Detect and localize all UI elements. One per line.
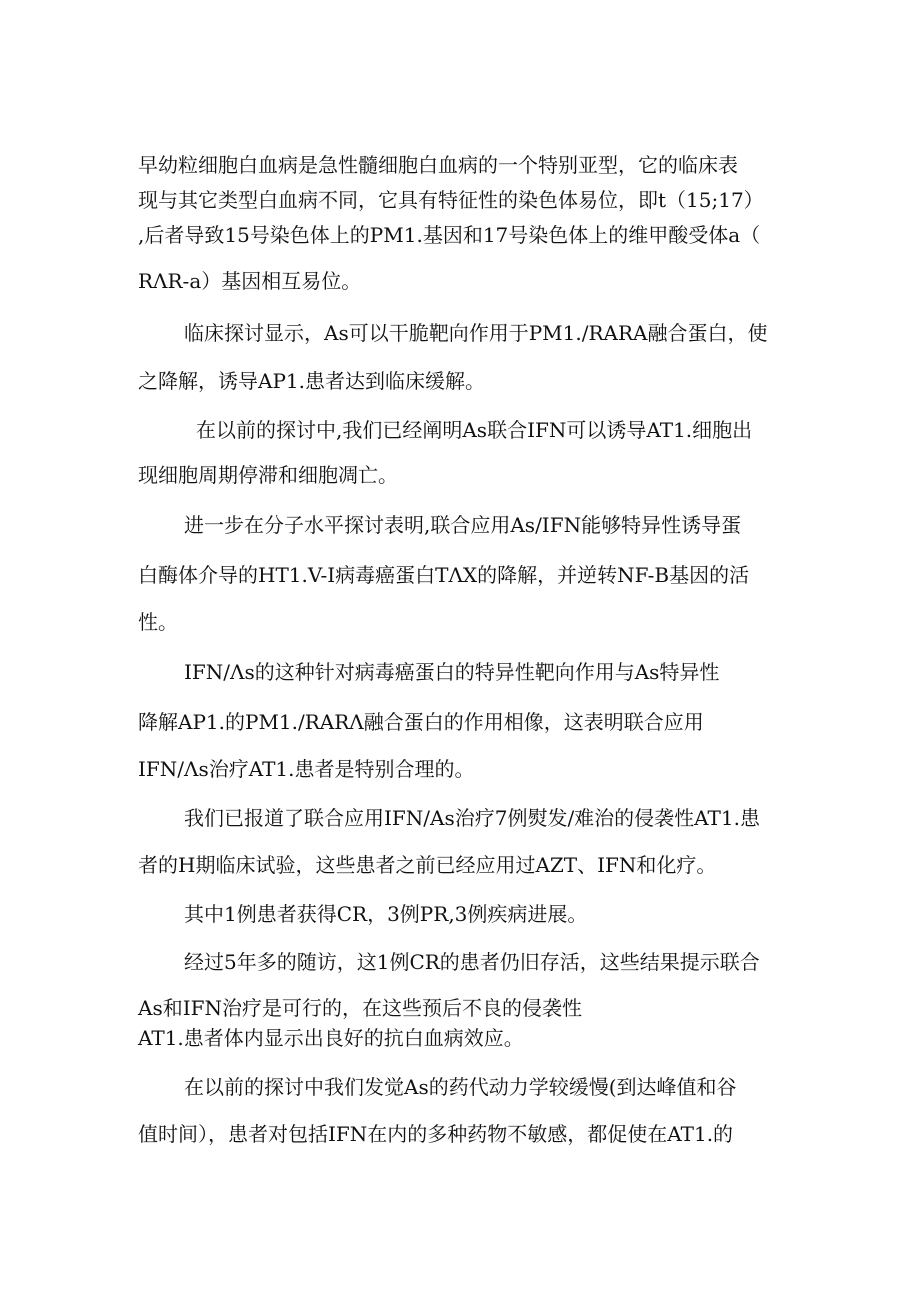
paragraph-4-line-2: 白酶体介导的HT1.V-I病毒癌蛋白TΛX的降解，并逆转NF-B基因的活 — [138, 563, 750, 587]
paragraph-6-line-2: 者的H期临床试验，这些患者之前已经应用过AZT、IFN和化疗。 — [138, 853, 717, 877]
paragraph-9-line-2: 值时间），患者对包括IFN在内的多种药物不敏感，都促使在AT1.的 — [138, 1122, 734, 1146]
paragraph-9-line-1: 在以前的探讨中我们发觉As的药代动力学较缓慢(到达峰值和谷 — [184, 1075, 737, 1099]
paragraph-1-line-1: 早幼粒细胞白血病是急性髓细胞白血病的一个特别亚型，它的临床表 — [138, 153, 738, 177]
paragraph-2-line-1: 临床探讨显示，As可以干脆靶向作用于PM1./RARA融合蛋白，使 — [184, 321, 768, 345]
paragraph-1-line-2: 现与其它类型白血病不同，它具有特征性的染色体易位，即t（15;17） — [138, 188, 764, 212]
paragraph-2-line-2: 之降解，诱导AP1.患者达到临床缓解。 — [138, 369, 485, 393]
paragraph-5-line-3: IFN/Λs治疗AT1.患者是特别合理的。 — [138, 757, 475, 781]
paragraph-3-line-2: 现细胞周期停滞和细胞凋亡。 — [138, 463, 398, 487]
paragraph-5-line-2: 降解AP1.的PM1./RARΛ融合蛋白的作用相像，这表明联合应用 — [138, 710, 704, 734]
paragraph-4-line-1: 进一步在分子水平探讨表明,联合应用As/IFN能够特异性诱导蛋 — [184, 513, 742, 537]
paragraph-6-line-1: 我们已报道了联合应用IFN/As治疗7例熨发/难治的侵袭性AT1.患 — [184, 806, 760, 830]
paragraph-8-line-1: 经过5年多的随访，这1例CR的患者仍旧存活，这些结果提示联合 — [184, 950, 760, 974]
paragraph-1-line-4: RΛR-a）基因相互易位。 — [138, 269, 362, 293]
paragraph-4-line-3: 性。 — [138, 610, 178, 634]
paragraph-7-line-1: 其中1例患者获得CR，3例PR,3例疾病进展。 — [184, 902, 588, 926]
paragraph-3-line-1: 在以前的探讨中,我们已经阐明As联合IFN可以诱导AT1.细胞出 — [196, 418, 753, 442]
paragraph-8-line-3: AT1.患者体内显示出良好的抗白血病效应。 — [138, 1026, 524, 1050]
paragraph-5-line-1: IFN/Λs的这种针对病毒癌蛋白的特异性靶向作用与As特异性 — [184, 660, 720, 684]
paragraph-8-line-2: As和IFN治疗是可行的，在这些预后不良的侵袭性 — [138, 996, 582, 1020]
paragraph-1-line-3: ,后者导致15号染色体上的PM1.基因和17号染色体上的维甲酸受体a（ — [138, 223, 761, 247]
